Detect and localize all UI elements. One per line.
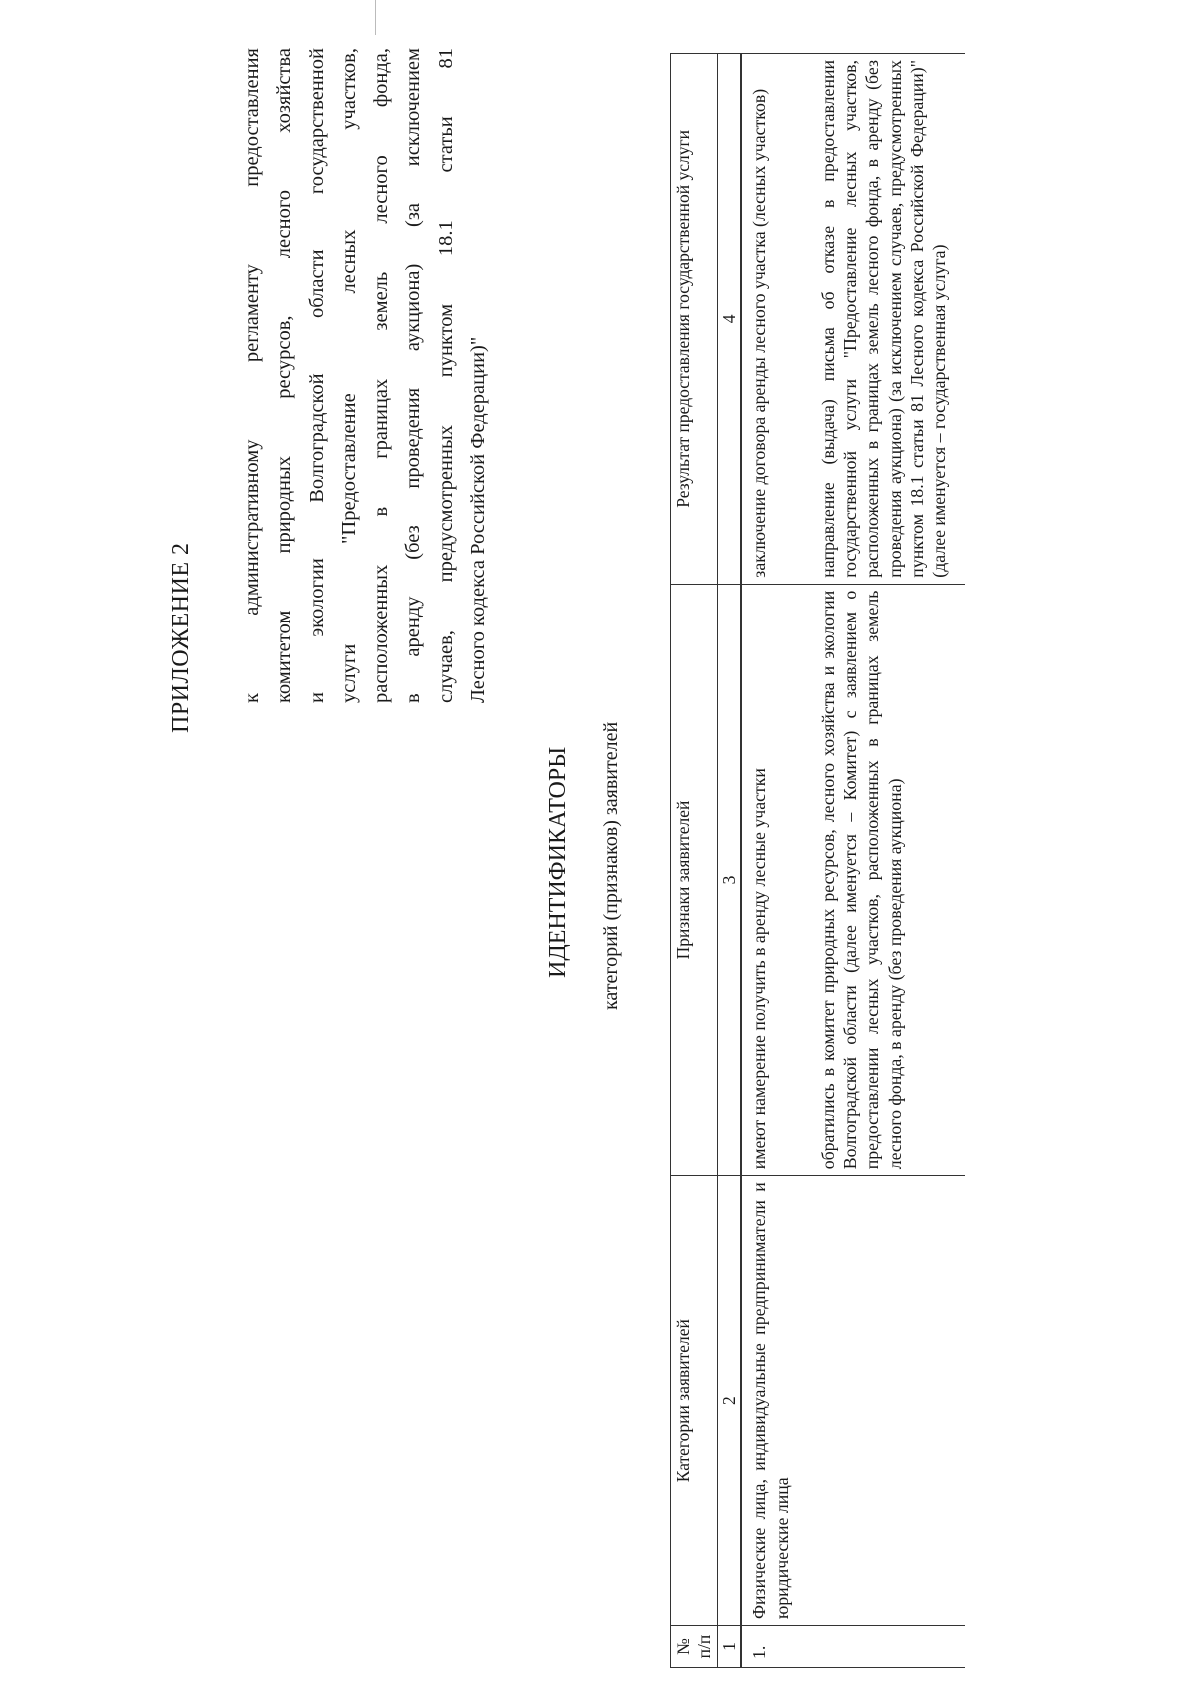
row-sign: обратились в комитет природных ресурсов, лесного хозяйства и экологии Волгоградской области (далее именуется – Комитет) с заявлением о предоставлении лесных участков, расположенных в границах земель лесного фонда, в аренду (без проведения аукциона) [807,584,965,1176]
appendix-line: услуги "Предоставление лесных участков, [337,48,360,703]
appendix-line: и экологии Волгоградской области государственной [305,48,328,703]
document-subtitle: категорий (признаков) заявителей [600,721,622,1010]
header-signs: Признаки заявителей [671,584,718,1176]
column-number: 3 [718,584,742,1176]
appendix-title: ПРИЛОЖЕНИЕ 2 [168,542,194,733]
appendix-line: в аренду (без проведения аукциона) (за исключением [402,48,425,703]
column-number: 4 [718,54,742,585]
row-result: направление (выдача) письма об отказе в предоставлении государственной услуги "Предоставление лесных участков, расположенных в границах земель лесного фонда, в аренду (без проведения аукциона) (за исключением случаев, предусмотренных пунктом 18.1 статьи 81 Лесного кодекса Российской Федерации)" (далее именуется – государственная услуга) [807,54,965,585]
table-row [741,54,807,1668]
header-number: № п/п [671,1626,718,1668]
row-sign: имеют намерение получить в аренду лесные участки [741,584,807,1176]
appendix-line: комитетом природных ресурсов, лесного хозяйства [273,48,296,703]
appendix-line: Лесного кодекса Российской Федерации)" [467,336,490,703]
column-number: 2 [718,1176,742,1626]
appendix-line: случаев, предусмотренных пунктом 18.1 статьи 81 [434,48,457,703]
appendix-line: к административному регламенту предоставления [241,48,263,703]
row-category: Физические лица, индивидуальные предприниматели и юридические лица [741,1176,807,1626]
appendix-reference-text [236,48,494,703]
header-result: Результат предоставления государственной услуги [671,54,718,585]
document-title: ИДЕНТИФИКАТОРЫ [545,746,571,978]
row-result: заключение договора аренды лесного участка (лесных участков) [741,54,807,585]
header-categories: Категории заявителей [671,1176,718,1626]
column-number: 1 [718,1626,742,1668]
table-row [807,54,965,1668]
identifiers-table [670,53,965,1668]
row-category [807,1176,965,1626]
row-number [807,1626,965,1668]
appendix-line: расположенных в границах земель лесного фонда, [370,48,393,703]
row-number: 1. [741,1626,807,1668]
